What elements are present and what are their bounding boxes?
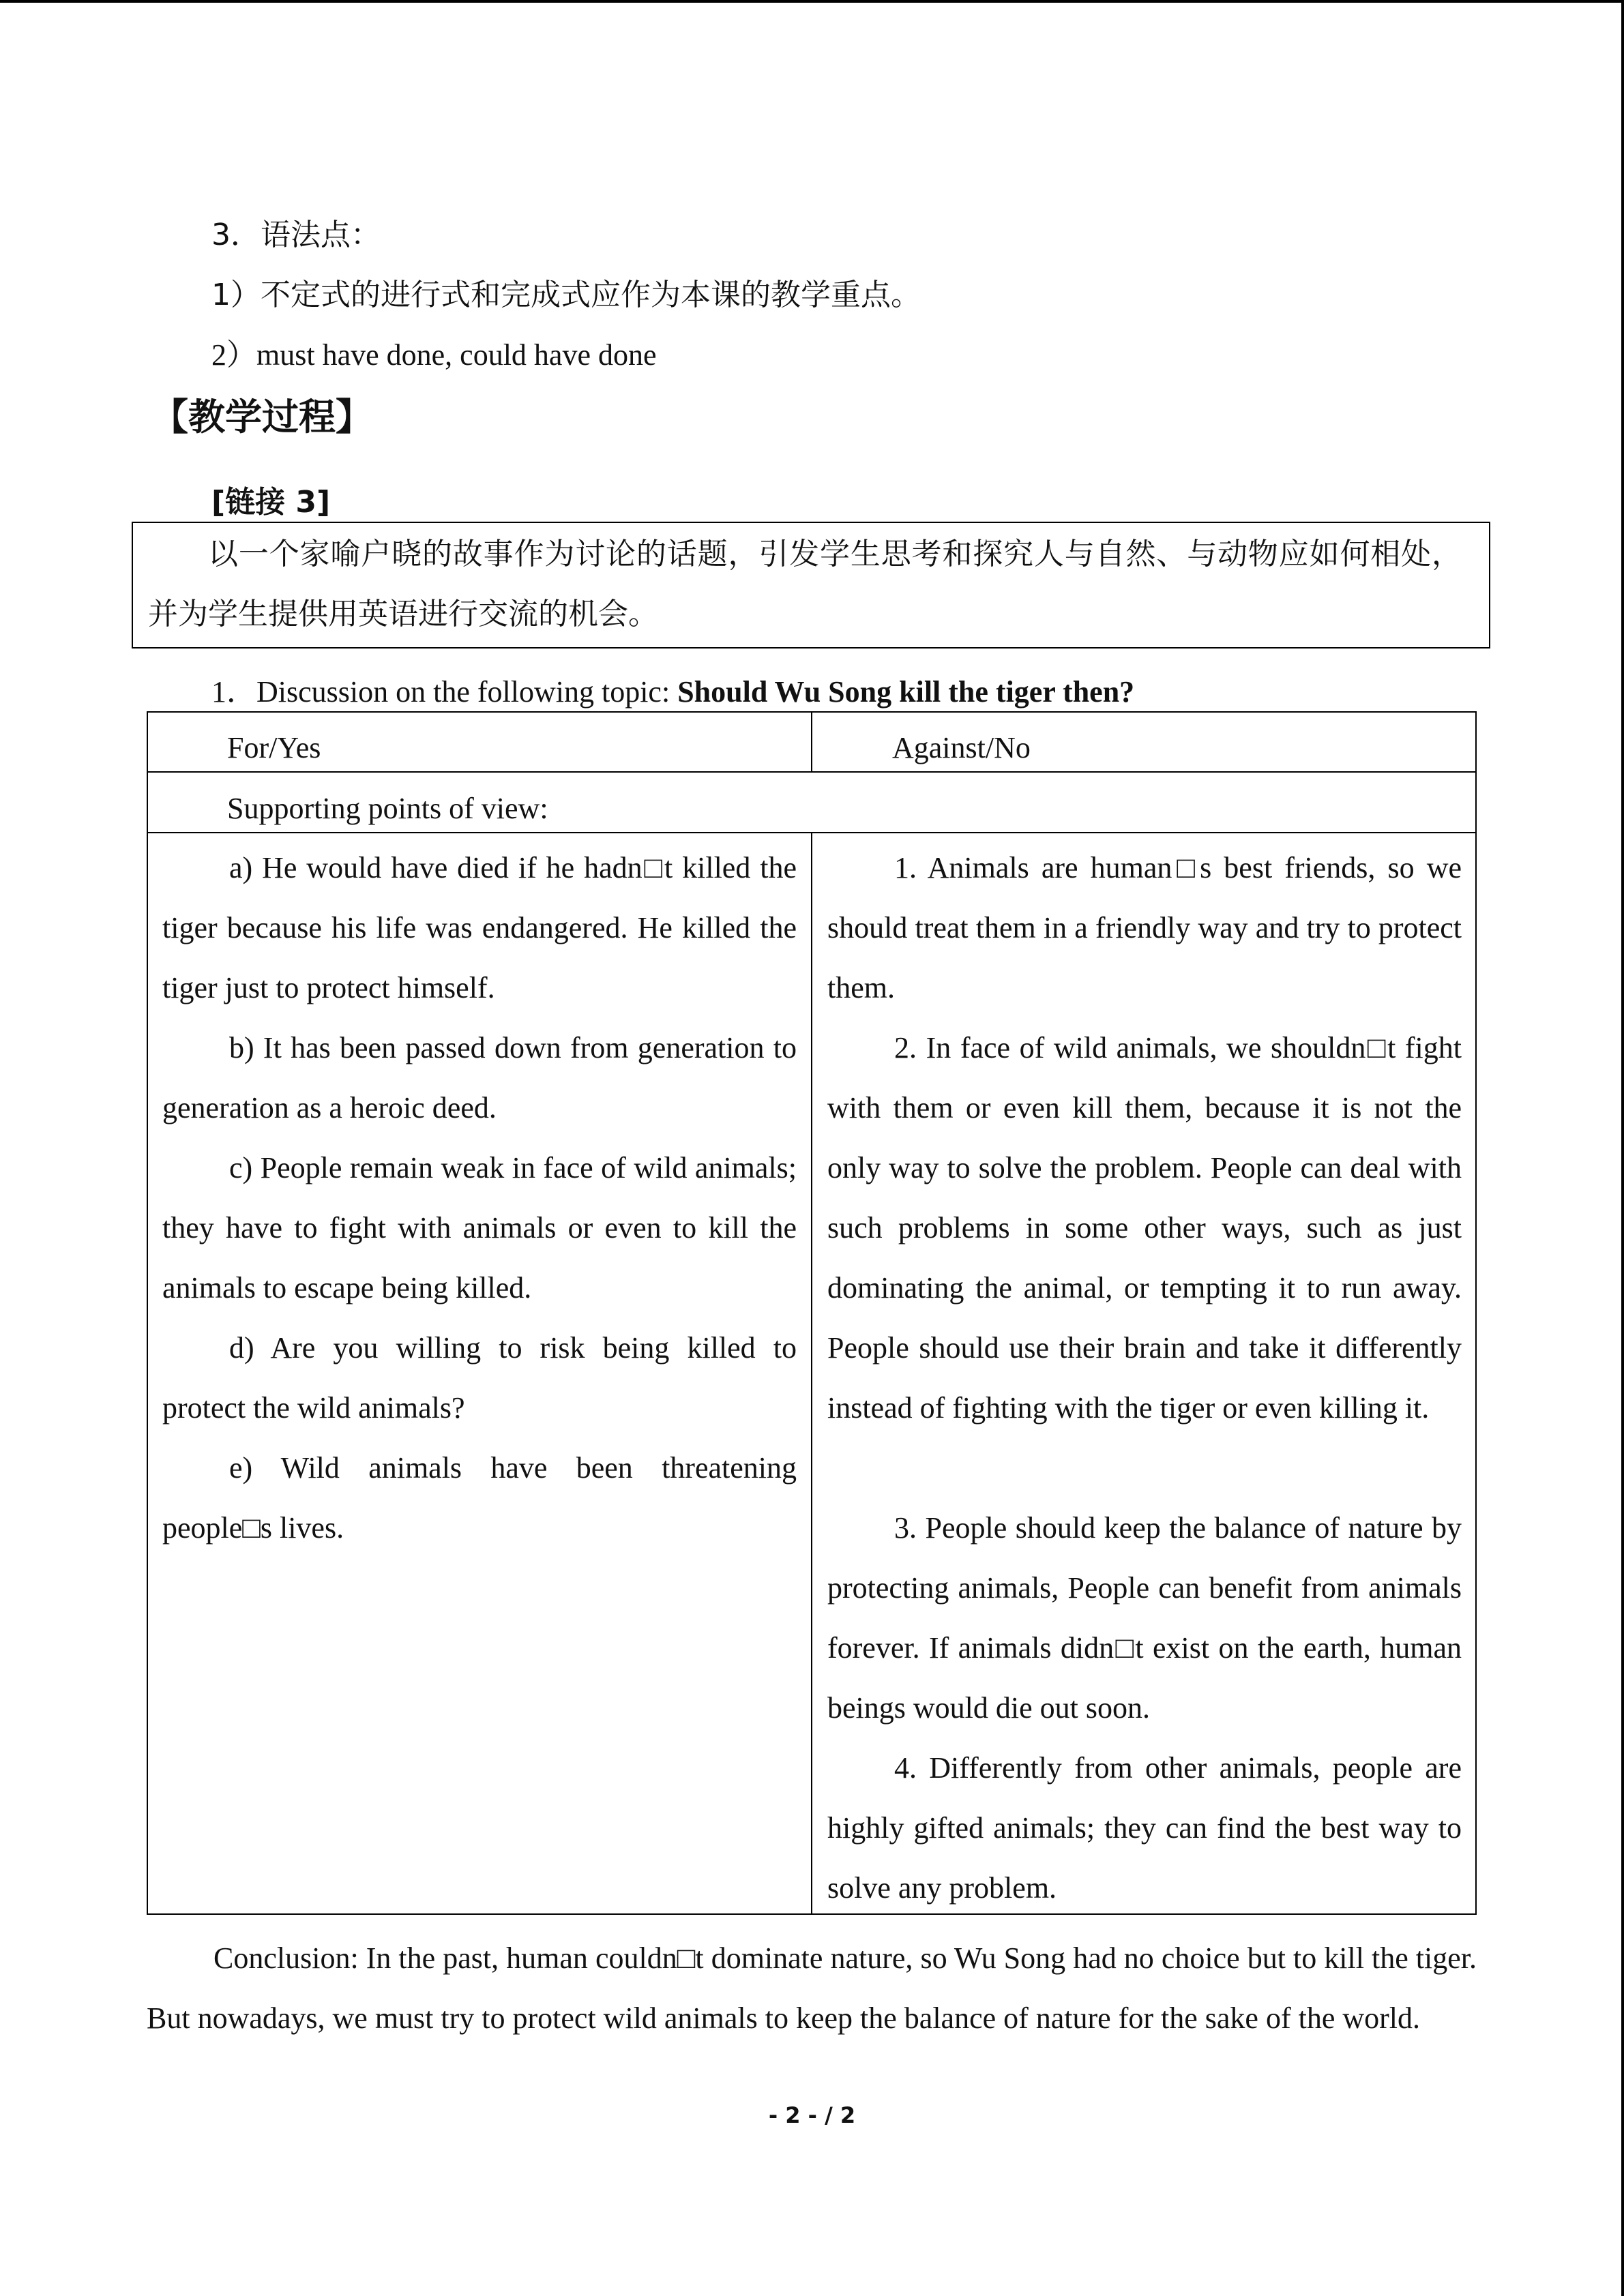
- syllabus-sub-2: 2）must have done, could have done: [211, 338, 657, 372]
- conclusion: Conclusion: In the past, human couldn□t dominate nature, so Wu Song had no choice but to kill the tiger. But nowadays, we must try to protect wild animals to keep the balance of nature for the sake of the world.: [147, 1941, 1477, 2035]
- for-point: e) Wild animals have been threatening people□s lives.: [162, 1451, 797, 1545]
- syllabus-item-3: 3．语法点：: [211, 218, 381, 252]
- for-point: a) He would have died if he hadn□t killed the tiger because his life was endangered. He killed the tiger just to protect himself.: [162, 851, 797, 1004]
- against-point: 4. Differently from other animals, people are highly gifted animals; they can find the best way to solve any problem.: [827, 1751, 1462, 1905]
- discussion-prefix: 1．Discussion on the following topic:: [211, 675, 678, 709]
- table-column-divider: [811, 832, 812, 1915]
- page-number: - 2 - / 2: [768, 2102, 856, 2128]
- discussion-table: [147, 711, 1477, 1915]
- table-border-right: [1475, 711, 1477, 1915]
- note-box: [132, 522, 1490, 648]
- header-for: For/Yes: [227, 731, 321, 764]
- table-column-divider: [811, 711, 812, 771]
- page-right-edge: [1621, 0, 1624, 2296]
- discussion-topic-line: [211, 672, 1134, 713]
- syllabus-sub-1: 1）不定式的进行式和完成式应作为本课的教学重点。: [211, 278, 921, 312]
- section-heading: 【教学过程】: [151, 396, 372, 438]
- against-point: 2. In face of wild animals, we shouldn□t fight with them or even kill them, because it is not the only way to solve the problem. People can deal with such problems in some other ways, such as just dominating the animal, or tempting it to run away. People should use their brain and take it differently instead of fighting with the tiger or even killing it.: [827, 1031, 1462, 1425]
- header-against: Against/No: [892, 731, 1031, 764]
- note-box-text: 以一个家喻户晓的故事作为讨论的话题，引发学生思考和探究人与自然、与动物应如何相处，并为学生提供用英语进行交流的机会。: [148, 537, 1462, 631]
- supporting-label: Supporting points of view:: [227, 792, 548, 825]
- against-point: 1. Animals are human□s best friends, so we should treat them in a friendly way and try to protect them.: [827, 851, 1462, 1004]
- against-point: 3. People should keep the balance of nature by protecting animals, People can benefit from animals forever. If animals didn□t exist on the earth, human beings would die out soon.: [827, 1511, 1462, 1725]
- for-point: d) Are you willing to risk being killed to protect the wild animals?: [162, 1331, 797, 1425]
- for-point: b) It has been passed down from generation to generation as a heroic deed.: [162, 1031, 797, 1124]
- table-rule: [147, 771, 1477, 773]
- page-top-edge: [0, 0, 1624, 3]
- for-point: c) People remain weak in face of wild animals; they have to fight with animals or even to kill the animals to escape being killed.: [162, 1151, 797, 1304]
- link-label: [链接 3]: [211, 485, 331, 520]
- discussion-topic: Should Wu Song kill the tiger then?: [677, 675, 1135, 709]
- table-border-left: [147, 711, 148, 1915]
